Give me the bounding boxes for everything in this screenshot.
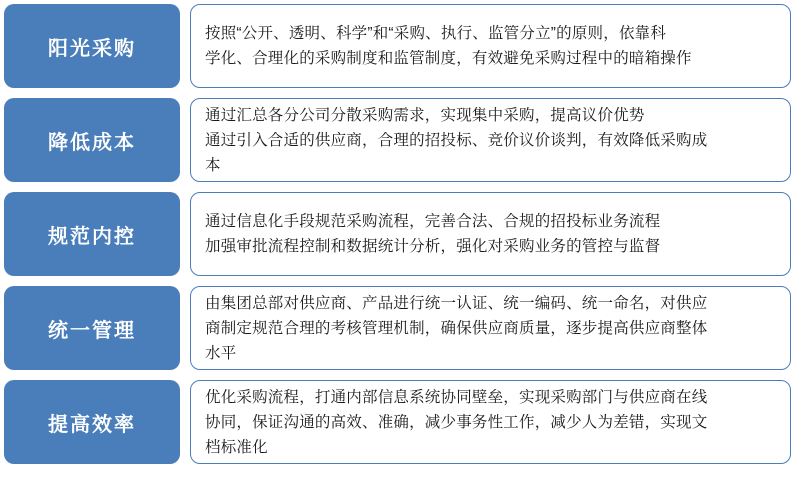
benefit-label-unified-management: 统一管理 bbox=[4, 286, 180, 370]
desc-line: 商制定规范合理的考核管理机制，确保供应商质量，逐步提高供应商整体 bbox=[205, 319, 708, 337]
benefit-row bbox=[4, 98, 791, 182]
desc-line: 学化、合理化的采购制度和监管制度，有效避免采购过程中的暗箱操作 bbox=[205, 50, 692, 67]
desc-line: 水平 bbox=[205, 344, 237, 362]
benefit-label-internal-control: 规范内控 bbox=[4, 192, 180, 276]
desc-line: 按照“公开、透明、科学”和“采购、执行、监管分立”的原则，依靠科 bbox=[205, 25, 667, 42]
benefit-label-cost-reduction: 降低成本 bbox=[4, 98, 180, 182]
desc-line: 档标准化 bbox=[205, 438, 268, 456]
benefit-description-cost-reduction bbox=[190, 98, 791, 182]
desc-line: 优化采购流程，打通内部信息系统协同壁垒，实现采购部门与供应商在线 bbox=[205, 388, 708, 406]
benefit-row bbox=[4, 286, 791, 370]
desc-line: 通过信息化手段规范采购流程，完善合法、合规的招投标业务流程 bbox=[205, 213, 661, 230]
benefit-description-unified-management bbox=[190, 286, 791, 370]
benefit-label-efficiency: 提高效率 bbox=[4, 380, 180, 464]
desc-line: 本 bbox=[205, 156, 221, 174]
benefit-label-sunshine-procurement: 阳光采购 bbox=[4, 4, 180, 88]
benefit-row bbox=[4, 192, 791, 276]
benefit-row bbox=[4, 4, 791, 88]
benefit-row bbox=[4, 380, 791, 464]
benefit-description-internal-control bbox=[190, 192, 791, 276]
benefit-description-sunshine-procurement bbox=[190, 4, 791, 88]
desc-line: 加强审批流程控制和数据统计分析，强化对采购业务的管控与监督 bbox=[205, 238, 661, 255]
benefit-description-efficiency bbox=[190, 380, 791, 464]
desc-line: 通过引入合适的供应商，合理的招投标、竞价议价谈判，有效降低采购成 bbox=[205, 131, 708, 149]
desc-line: 协同，保证沟通的高效、准确，减少事务性工作，减少人为差错，实现文 bbox=[205, 413, 708, 431]
desc-line: 通过汇总各分公司分散采购需求，实现集中采购，提高议价优势 bbox=[205, 106, 645, 124]
desc-line: 由集团总部对供应商、产品进行统一认证、统一编码、统一命名，对供应 bbox=[205, 294, 708, 312]
